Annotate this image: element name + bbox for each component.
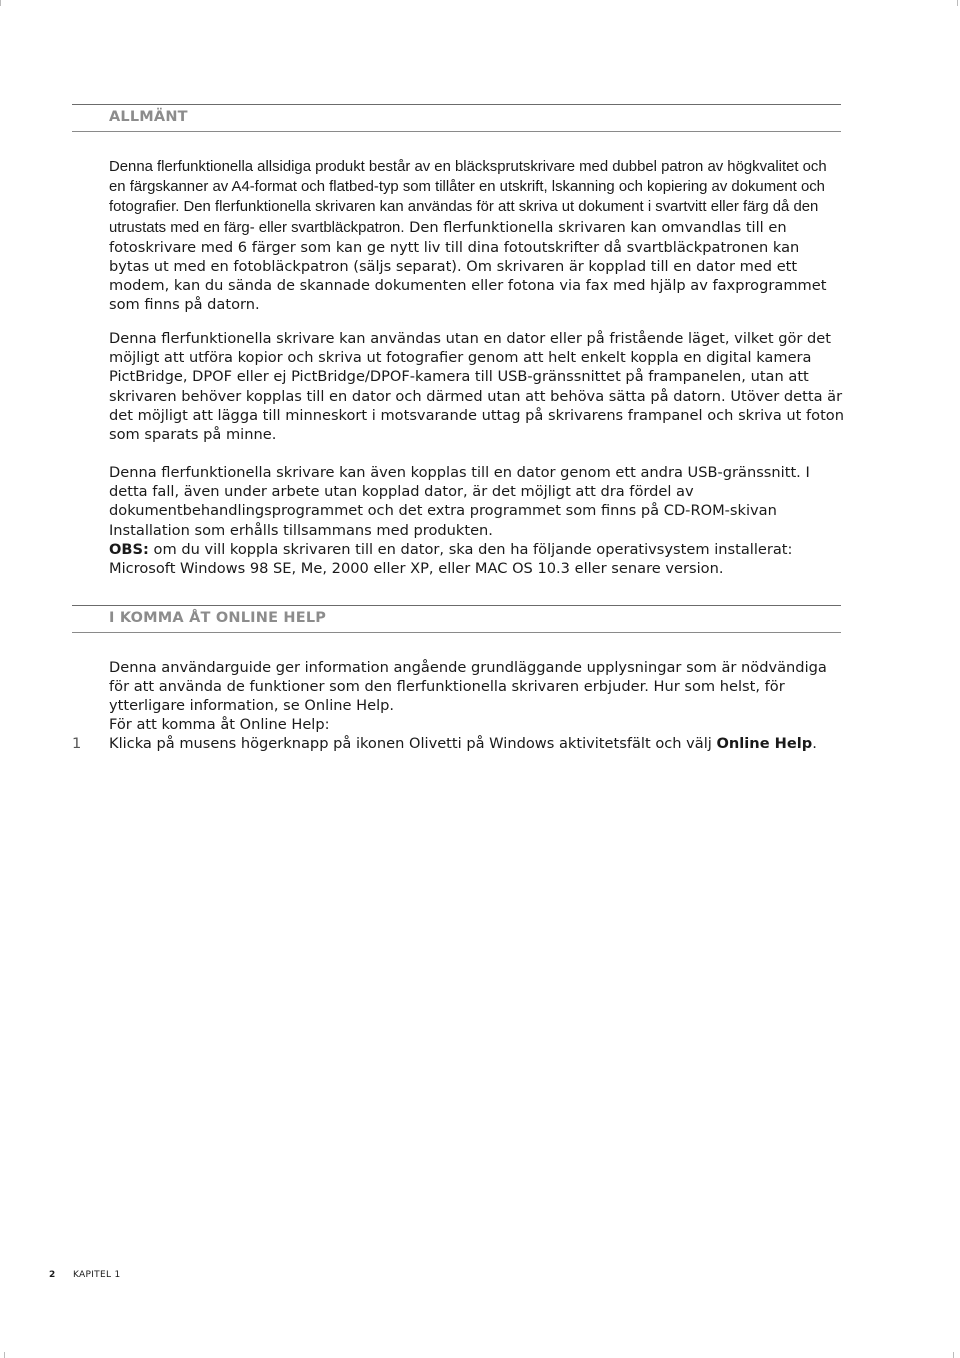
step-end: . <box>812 735 817 752</box>
obs-text: om du vill koppla skrivaren till en dator, ska den ha följande operativsystem installerat: Microsoft Windows 98 SE, Me, 2000 eller XP, eller MAC OS 10.3 eller senare version. <box>109 541 793 578</box>
obs-label: OBS: <box>109 541 149 558</box>
step-number: 1 <box>72 735 82 752</box>
paragraph-obs <box>109 540 844 578</box>
page-number: 2 <box>49 1270 56 1280</box>
paragraph-access: För att komma åt Online Help: <box>109 716 330 733</box>
paragraph-guide: Denna användarguide ger information angående grundläggande upplysningar som är nödvändiga för att använda de funktioner som den flerfunktionella skrivaren erbjuder. Hur som helst, för ytterligare information, se Online Help. <box>109 659 827 715</box>
section2-rule-bottom <box>72 632 841 633</box>
crop-mark-bottom-right <box>953 1352 954 1358</box>
crop-mark-bottom-left <box>4 1352 5 1358</box>
paragraph-usb: Denna flerfunktionella skrivare kan även kopplas till en dator genom ett andra USB-gränssnitt. I detta fall, även under arbete utan kopplad dator, är det möjligt att dra fördel av dokumentbehandlingsprogrammet och det extra programmet som finns på CD-ROM-skivan Installation som erhålls tillsammans med produkten. <box>109 464 810 539</box>
paragraph-intro-part1: Denna flerfunktionella allsidiga produkt består av en bläcksprutskrivare med dubbel patron av högkvalitet och en färgskanner av A4-format och flatbed-typ som tillåter en utskrift, lskanning och kopiering av dokument och fotografier. Den flerfunktionella skrivaren kan användas för att skriva ut dokument i svartvitt eller färg då den utrustats med en färg- eller svartbläckpatron. <box>109 159 827 236</box>
chapter-label: KAPITEL 1 <box>73 1270 121 1280</box>
section-rule-top <box>72 104 841 105</box>
section-heading-allmant: ALLMÄNT <box>109 109 188 125</box>
step-text: Klicka på musens högerknapp på ikonen Olivetti på Windows aktivitetsfält och välj <box>109 735 717 752</box>
step-instruction <box>109 734 844 753</box>
crop-mark-top-right <box>957 0 958 6</box>
paragraph-intro <box>109 157 844 315</box>
crop-mark-top-left <box>0 0 1 6</box>
paragraph-standalone: Denna flerfunktionella skrivare kan användas utan en dator eller på fristående läget, vilket gör det möjligt att utföra kopior och skriva ut fotografier genom att helt enkelt koppla en digital kamera PictBridge, DPOF eller ej PictBridge/DPOF-kamera till USB-gränssnittet på frampanelen, utan att skrivaren behöver kopplas till en dator och därmed utan att behöva sätta på datorn. Utöver detta är det möjligt att lägga till minneskort i motsvarande uttag på skrivarens frampanel och skriva ut foton som sparats på minne. <box>109 330 844 444</box>
section-rule-bottom <box>72 131 841 132</box>
section2-rule-top <box>72 605 841 606</box>
paragraph-intro-part2: Den flerfunktionella skrivaren kan omvandlas till en fotoskrivare med 6 färger som kan ge nytt liv till dina fotoutskrifter då svartbläckpatronen kan bytas ut med en fotobläckpatron (säljs separat). Om skrivaren är kopplad till en dator med ett modem, kan du sända de skannade dokumenten eller fotona via fax med hjälp av faxprogrammet som finns på datorn. <box>109 218 827 314</box>
section-heading-online-help: I KOMMA ÅT ONLINE HELP <box>109 610 327 626</box>
step-online-help: Online Help <box>716 735 813 752</box>
